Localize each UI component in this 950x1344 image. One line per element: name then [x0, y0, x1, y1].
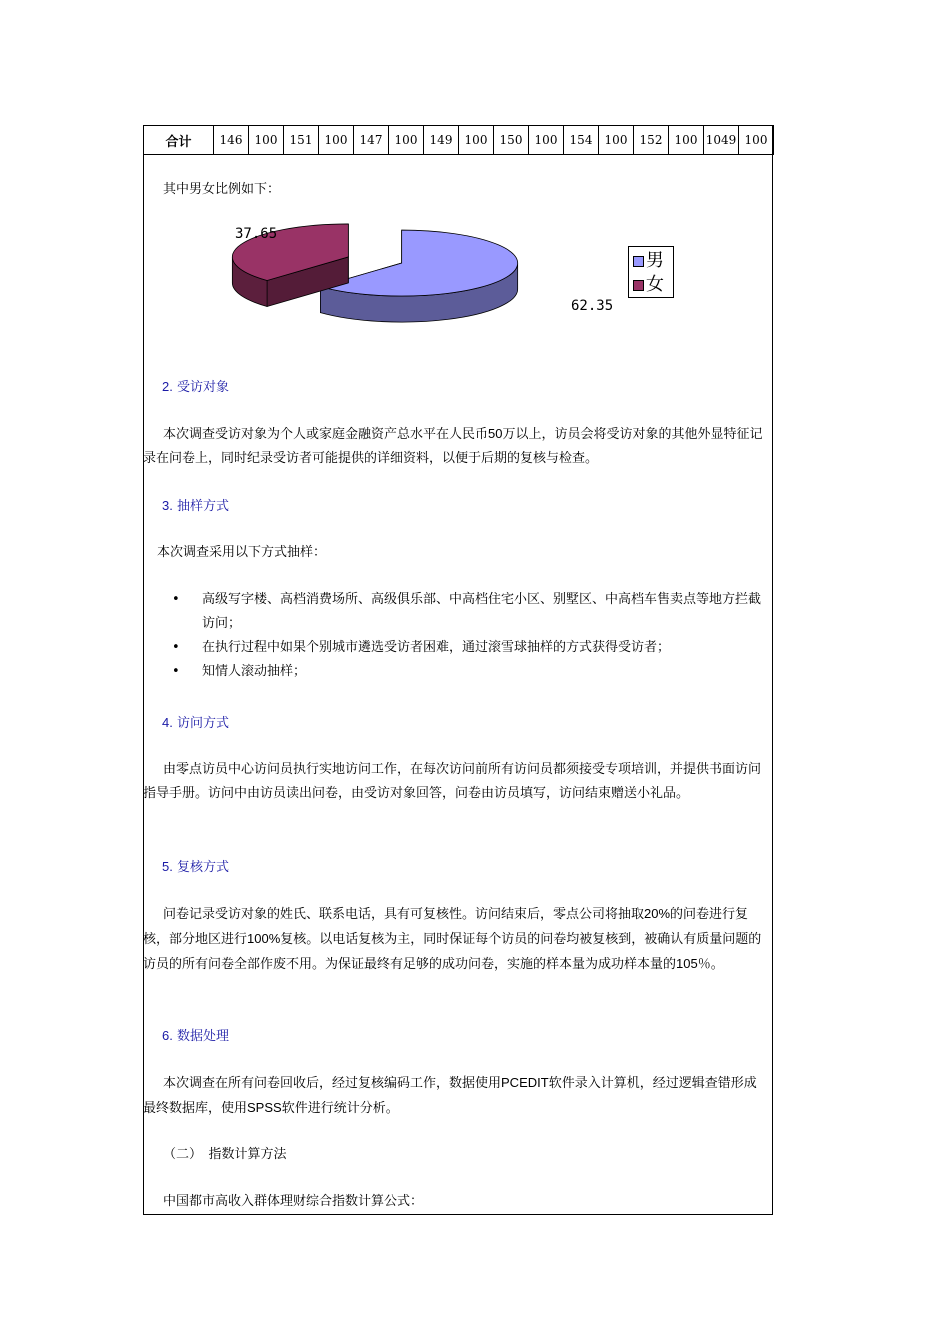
totals-table: [143, 125, 774, 155]
table-cell: 100: [459, 126, 494, 155]
table-cell: 146: [214, 126, 249, 155]
list-item: [170, 660, 770, 684]
text-run: 复核。以电话复核为主，同时保证每个访员的问卷均被复核到，被确认有质量问题的访员的所有问卷全部作废不用。为保证最终有足够的成功问卷，实施的样本量为成功样本量的: [143, 932, 762, 972]
table-cell: 100: [319, 126, 354, 155]
list-item-text: 高级写字楼、高档消费场所、高级俱乐部、中高档住宅小区、别墅区、中高档车售卖点等地方拦截访问；: [202, 592, 762, 631]
table-cell: 100: [529, 126, 564, 155]
table-cell: 154: [564, 126, 599, 155]
section-number: 2.: [162, 379, 173, 394]
section-title: 受访对象: [176, 380, 229, 395]
table-cell: 100: [249, 126, 284, 155]
gender-pie-chart: [225, 215, 585, 325]
section-heading-4: [162, 711, 229, 736]
text-run: 50: [488, 426, 503, 441]
section-number: 3.: [162, 498, 173, 513]
gender-intro: 其中男女比例如下：: [163, 182, 281, 197]
text-run: 问卷记录受访对象的姓氏、联系电话，具有可复核性。访问结束后，零点公司将抽取: [163, 907, 645, 922]
section-heading-6: [162, 1024, 229, 1049]
formula-intro: 中国都市高收入群体理财综合指数计算公式：: [163, 1194, 424, 1209]
section-title: 数据处理: [176, 1029, 229, 1044]
table-cell: 147: [354, 126, 389, 155]
table-cell: 150: [494, 126, 529, 155]
text-run: 的问卷进行复核，部分地区进行: [143, 907, 749, 947]
bullet-icon: •: [172, 664, 180, 679]
section-6-paragraph: [143, 1071, 768, 1121]
bullet-icon: •: [172, 640, 180, 655]
table-cell: 100: [389, 126, 424, 155]
section-5-paragraph: [143, 902, 768, 977]
table-cell: 1049: [704, 126, 739, 155]
legend-item-female: [633, 273, 664, 297]
list-item: [170, 588, 770, 636]
list-item-text: 知情人滚动抽样；: [202, 664, 307, 679]
text-run: PCEDIT: [501, 1075, 549, 1090]
list-item-text: 在执行过程中如果个别城市遴选受访者困难，通过滚雪球抽样的方式获得受访者；: [202, 640, 671, 655]
table-row: [144, 126, 774, 155]
text-run: 软件录入计算机，经过逻辑查错形成最终数据库，使用: [143, 1076, 757, 1116]
section-2-paragraph: [143, 422, 768, 471]
section-heading-5: [162, 855, 229, 880]
section-title: 复核方式: [176, 860, 229, 875]
text-run: 本次调查在所有问卷回收后，经过复核编码工作，数据使用: [163, 1076, 502, 1091]
text-run: 105: [676, 956, 698, 971]
legend-swatch-female: [633, 280, 644, 291]
table-cell: 151: [284, 126, 319, 155]
legend-label-female: 女: [646, 274, 664, 295]
section-title: 访问方式: [176, 716, 229, 731]
legend-label-male: 男: [646, 250, 664, 271]
section-heading-3: [162, 494, 229, 519]
table-cell: 100: [599, 126, 634, 155]
totals-label: 合计: [144, 126, 214, 155]
sampling-methods-list: [170, 588, 770, 684]
text-run: ％。: [697, 957, 724, 972]
table-cell: 100: [739, 126, 774, 155]
pie-label-female: 37.65: [235, 226, 278, 242]
section-3-intro: 本次调查采用以下方式抽样：: [157, 545, 327, 560]
table-cell: 149: [424, 126, 459, 155]
index-heading: （二） 指数计算方法: [163, 1147, 287, 1162]
text-run: 100%: [247, 931, 281, 946]
table-cell: 152: [634, 126, 669, 155]
section-heading-2: [162, 375, 229, 400]
legend-item-male: [633, 249, 664, 273]
section-number: 6.: [162, 1028, 173, 1043]
legend-swatch-male: [633, 256, 644, 267]
chart-legend: [628, 246, 674, 298]
text-run: SPSS: [247, 1100, 282, 1115]
text-run: 本次调查受访对象为个人或家庭金融资产总水平在人民币: [163, 427, 489, 442]
section-number: 4.: [162, 715, 173, 730]
text-run: 软件进行统计分析。: [281, 1101, 399, 1116]
text-run: 20%: [644, 906, 671, 921]
section-4-paragraph: 由零点访员中心访问员执行实地访问工作，在每次访问前所有访问员都须接受专项培训，并提供书面访问指导手册。访问中由访员读出问卷，由受访对象回答，问卷由访员填写，访问结束赠送小礼品。: [143, 762, 762, 801]
section-number: 5.: [162, 859, 173, 874]
text-run: 万以上，访员会将受访对象的其他外显特征记录在问卷上，同时纪录受访者可能提供的详细资料，以便于后期的复核与检查。: [143, 427, 763, 466]
pie-label-male: 62.35: [571, 298, 614, 314]
table-cell: 100: [669, 126, 704, 155]
bullet-icon: •: [172, 592, 180, 607]
section-title: 抽样方式: [176, 499, 229, 514]
list-item: [170, 636, 770, 660]
